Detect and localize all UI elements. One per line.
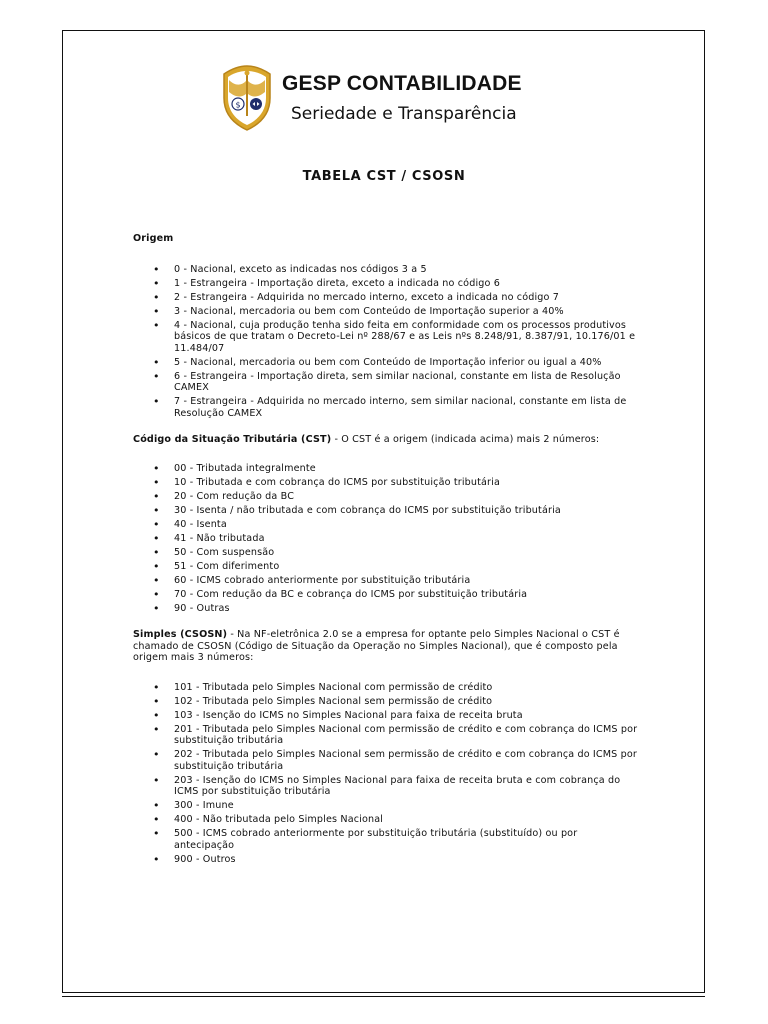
list-item: • 400 - Não tributada pelo Simples Nacional — [133, 814, 638, 826]
origem-list — [133, 264, 638, 420]
list-item: • 0 - Nacional, exceto as indicadas nos códigos 3 a 5 — [133, 264, 638, 276]
list-item: • 202 - Tributada pelo Simples Nacional sem permissão de crédito e com cobrança do ICMS por substituição tributária — [133, 749, 638, 772]
origem-heading: Origem — [133, 233, 174, 244]
list-item: • 300 - Imune — [133, 800, 638, 812]
list-item: • 201 - Tributada pelo Simples Nacional com permissão de crédito e com cobrança do ICMS por substituição tributária — [133, 724, 638, 747]
list-item: • 41 - Não tributada — [133, 533, 638, 545]
document-body — [133, 233, 638, 868]
header — [220, 64, 560, 132]
list-item: • 103 - Isenção do ICMS no Simples Nacional para faixa de receita bruta — [133, 710, 638, 722]
list-item: • 20 - Com redução da BC — [133, 491, 638, 503]
csosn-list — [133, 682, 638, 866]
list-item: • 00 - Tributada integralmente — [133, 463, 638, 475]
list-item: • 4 - Nacional, cuja produção tenha sido feita em conformidade com os processos produtivos básicos de que tratam o Decreto-Lei nº 288/67 e as Leis nºs 8.248/91, 8.387/91, 10.176/01 e 11.484/07 — [133, 320, 638, 355]
list-item: • 50 - Com suspensão — [133, 547, 638, 559]
list-item: • 102 - Tributada pelo Simples Nacional sem permissão de crédito — [133, 696, 638, 708]
list-item: • 2 - Estrangeira - Adquirida no mercado interno, exceto a indicada no código 7 — [133, 292, 638, 304]
list-item: • 3 - Nacional, mercadoria ou bem com Conteúdo de Importação superior a 40% — [133, 306, 638, 318]
list-item: • 900 - Outros — [133, 854, 638, 866]
brand-name: GESP CONTABILIDADE — [282, 72, 522, 95]
list-item: • 60 - ICMS cobrado anteriormente por substituição tributária — [133, 575, 638, 587]
shield-logo-icon — [220, 64, 274, 132]
list-item: • 500 - ICMS cobrado anteriormente por substituição tributária (substituído) ou por antecipação — [133, 828, 638, 851]
csosn-description: - Na NF-eletrônica 2.0 se a empresa for optante pelo Simples Nacional o CST é chamado de CSOSN (Código de Situação da Operação no Simples Nacional), que é composto pela origem mais 3 números: — [133, 629, 620, 663]
svg-text:$: $ — [235, 100, 241, 110]
list-item: • 90 - Outras — [133, 603, 638, 615]
csosn-heading: Simples (CSOSN) — [133, 629, 228, 640]
brand-tagline: Seriedade e Transparência — [291, 104, 517, 124]
csosn-intro — [133, 629, 638, 664]
list-item: • 6 - Estrangeira - Importação direta, sem similar nacional, constante em lista de Resolução CAMEX — [133, 371, 638, 394]
list-item: • 7 - Estrangeira - Adquirida no mercado interno, sem similar nacional, constante em lista de Resolução CAMEX — [133, 396, 638, 419]
list-item: • 40 - Isenta — [133, 519, 638, 531]
cst-description: - O CST é a origem (indicada acima) mais 2 números: — [331, 433, 600, 445]
bottom-rule — [62, 996, 705, 997]
list-item: • 101 - Tributada pelo Simples Nacional com permissão de crédito — [133, 682, 638, 694]
list-item: • 51 - Com diferimento — [133, 561, 638, 573]
list-item: • 5 - Nacional, mercadoria ou bem com Conteúdo de Importação inferior ou igual a 40% — [133, 357, 638, 369]
list-item: • 1 - Estrangeira - Importação direta, exceto a indicada no código 6 — [133, 278, 638, 290]
list-item: • 70 - Com redução da BC e cobrança do ICMS por substituição tributária — [133, 589, 638, 601]
list-item: • 30 - Isenta / não tributada e com cobrança do ICMS por substituição tributária — [133, 505, 638, 517]
document-title: TABELA CST / CSOSN — [302, 169, 466, 184]
cst-intro — [133, 434, 638, 446]
cst-heading: Código da Situação Tributária (CST) — [133, 433, 332, 445]
list-item: • 10 - Tributada e com cobrança do ICMS por substituição tributária — [133, 477, 638, 489]
cst-list — [133, 463, 638, 615]
list-item: • 203 - Isenção do ICMS no Simples Nacional para faixa de receita bruta e com cobrança do ICMS por substituição tributária — [133, 775, 638, 798]
